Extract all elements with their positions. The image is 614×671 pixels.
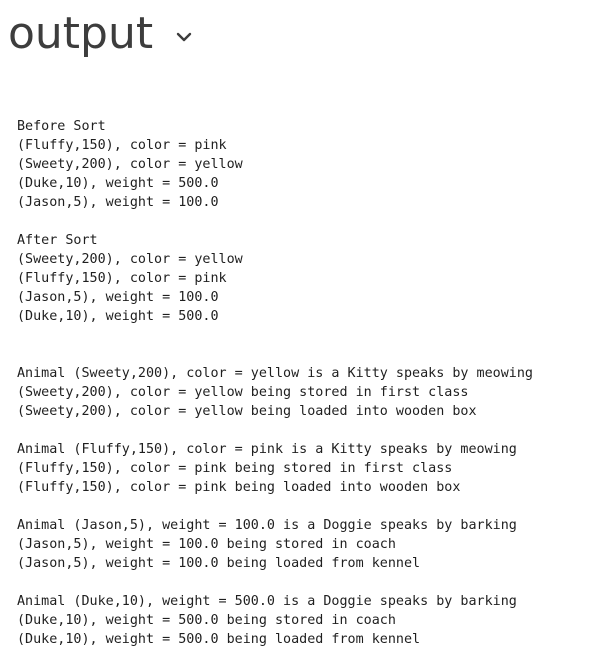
output-line: (Jason,5), weight = 100.0 [17, 195, 219, 210]
blank-line [17, 573, 533, 592]
output-line: Animal (Duke,10), weight = 500.0 is a Doggie speaks by barking [17, 594, 517, 609]
blank-line [17, 345, 533, 364]
output-header[interactable] [8, 4, 195, 64]
blank-line [17, 497, 533, 516]
blank-line [17, 326, 533, 345]
chevron-down-icon[interactable] [173, 26, 195, 48]
output-line: Animal (Fluffy,150), color = pink is a Kitty speaks by meowing [17, 442, 517, 457]
output-line: (Duke,10), weight = 500.0 being loaded from kennel [17, 632, 421, 647]
output-line: (Jason,5), weight = 100.0 being stored in coach [17, 537, 396, 552]
output-line: (Duke,10), weight = 500.0 [17, 176, 219, 191]
output-line: (Fluffy,150), color = pink [17, 271, 227, 286]
output-line: (Fluffy,150), color = pink [17, 138, 227, 153]
output-line: (Duke,10), weight = 500.0 [17, 309, 219, 324]
output-line: Before Sort [17, 119, 106, 134]
output-line: (Sweety,200), color = yellow [17, 157, 243, 172]
console-output [17, 117, 533, 649]
output-line: After Sort [17, 233, 98, 248]
blank-line [17, 212, 533, 231]
output-line: Animal (Sweety,200), color = yellow is a Kitty speaks by meowing [17, 366, 533, 381]
blank-line [17, 421, 533, 440]
output-line: Animal (Jason,5), weight = 100.0 is a Doggie speaks by barking [17, 518, 517, 533]
output-line: (Fluffy,150), color = pink being stored in first class [17, 461, 453, 476]
output-line: (Sweety,200), color = yellow [17, 252, 243, 267]
output-line: (Jason,5), weight = 100.0 [17, 290, 219, 305]
output-line: (Sweety,200), color = yellow being loaded into wooden box [17, 404, 477, 419]
output-line: (Jason,5), weight = 100.0 being loaded from kennel [17, 556, 421, 571]
output-line: (Sweety,200), color = yellow being stored in first class [17, 385, 469, 400]
output-line: (Fluffy,150), color = pink being loaded into wooden box [17, 480, 461, 495]
output-title: output [8, 8, 154, 59]
output-line: (Duke,10), weight = 500.0 being stored in coach [17, 613, 396, 628]
